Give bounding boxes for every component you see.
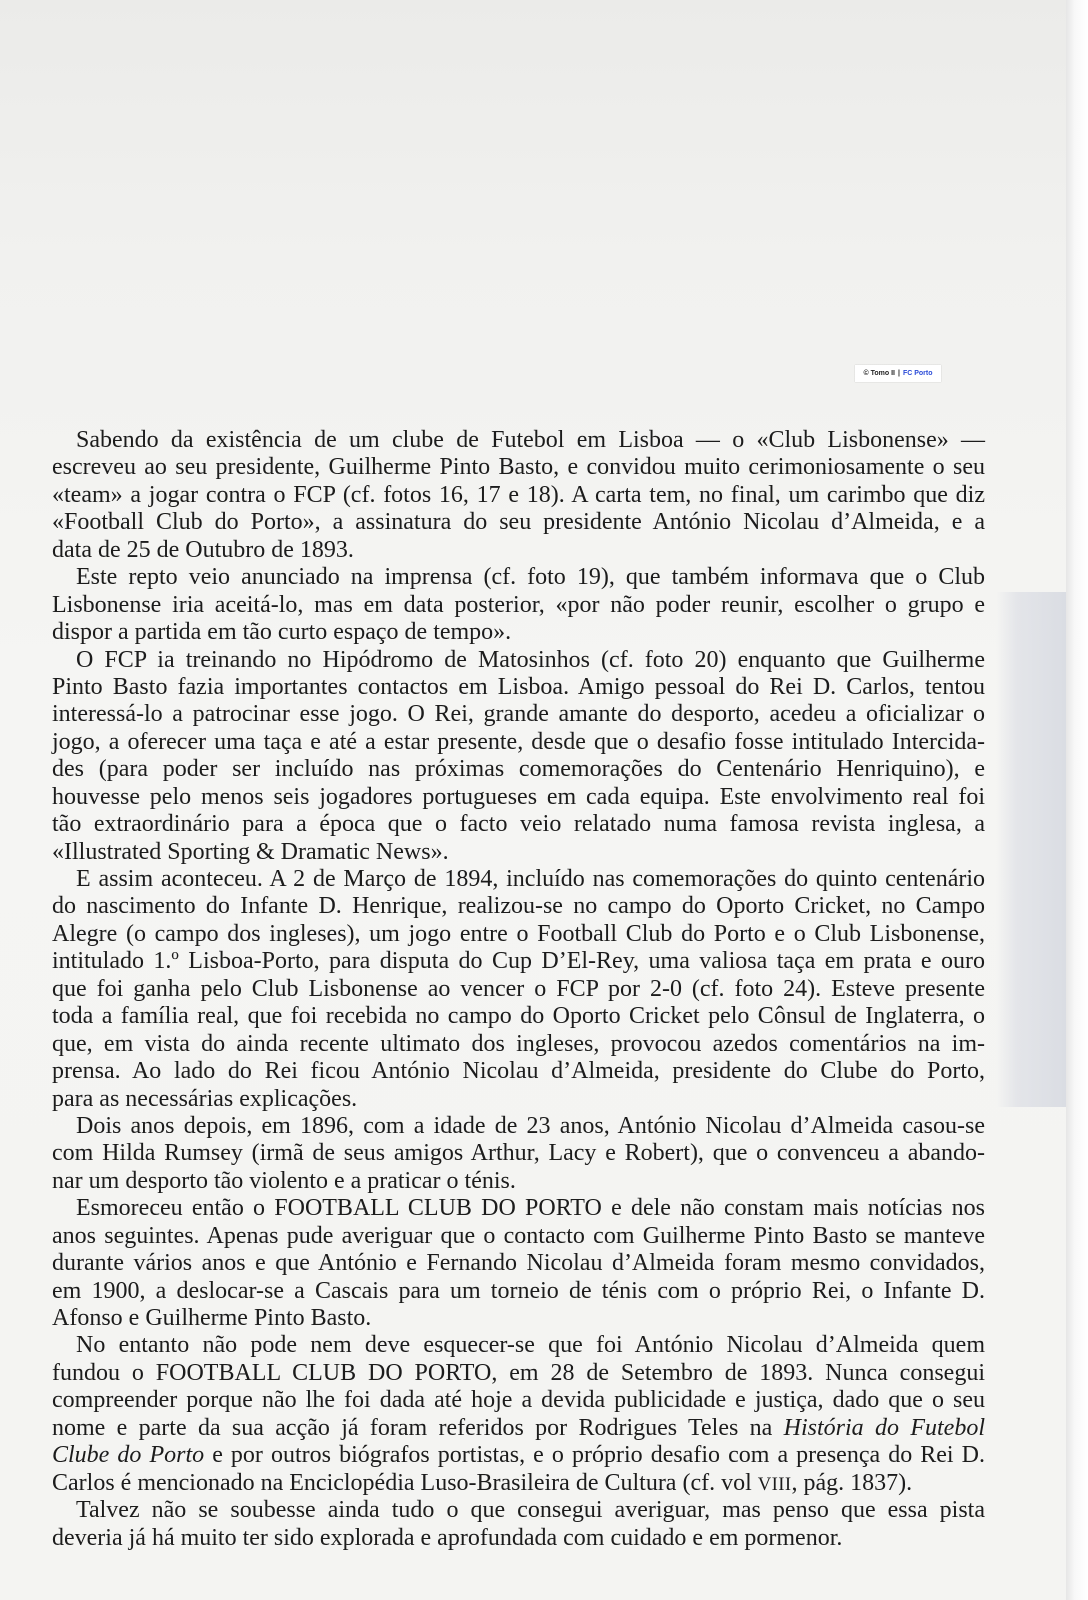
watermark-brand: FC Porto (902, 370, 933, 377)
paragraph (52, 564, 985, 646)
text-segment: nome e parte da sua acção já foram referidos por Rodrigues Teles na (52, 1414, 784, 1441)
text-segment: , pág. 1837). (791, 1469, 913, 1496)
text-line: em 1900, a deslocar-se a Cascais para um torneio de ténis com o próprio Rei, o Infante D. (52, 1277, 985, 1304)
text-line: para as necessárias explicações. (52, 1085, 358, 1112)
paragraph (52, 1332, 985, 1497)
text-line: «Illustrated Sporting & Dramatic News». (52, 838, 449, 865)
text-line: fundou o FOOTBALL CLUB DO PORTO, em 28 de Setembro de 1893. Nunca consegui (52, 1359, 985, 1386)
paragraph (52, 1195, 985, 1332)
text-line: escreveu ao seu presidente, Guilherme Pinto Basto, e convidou muito cerimoniosamente o seu (52, 454, 985, 481)
text-line: Esmoreceu então o FOOTBALL CLUB DO PORTO e dele não constam mais notícias nos (76, 1195, 985, 1222)
italic-title: História do Futebol (783, 1414, 985, 1441)
page-edge (1066, 0, 1088, 1600)
paragraph (52, 866, 985, 1113)
text-line (52, 1442, 985, 1469)
paragraph (52, 647, 985, 867)
text-line: Talvez não se soubesse ainda tudo o que consegui averiguar, mas penso que essa pista (76, 1497, 985, 1524)
text-line: No entanto não pode nem deve esquecer-se que foi António Nicolau d’Almeida quem (76, 1332, 985, 1359)
facing-page-shadow (996, 592, 1066, 1107)
text-line: toda a família real, que foi recebida no campo do Oporto Cricket pelo Cônsul de Inglaterra, o (52, 1003, 985, 1030)
text-line: Sabendo da existência de um clube de Futebol em Lisboa — o «Club Lisbonense» — (76, 427, 985, 453)
paragraph (52, 1113, 985, 1195)
watermark-separator: | (897, 370, 900, 377)
text-line: des (para poder ser incluído nas próximas comemorações do Centenário Henriquino), e (52, 756, 985, 783)
text-line: nar um desporto tão violento e a praticar o ténis. (52, 1167, 516, 1194)
paragraph (52, 427, 985, 564)
text-line: durante vários anos e que António e Fernando Nicolau d’Almeida foram mesmo convidados, (52, 1250, 985, 1277)
text-line: houvesse pelo menos seis jogadores portugueses em cada equipa. Este envolvimento real foi (52, 783, 985, 810)
text-line: intitulado 1.º Lisboa-Porto, para disputa do Cup D’El-Rey, uma valiosa taça em prata e ouro (52, 948, 985, 975)
text-line: interessá-lo a patrocinar esse jogo. O Rei, grande amante do desporto, acedeu a oficializar o (52, 701, 985, 728)
text-body (52, 427, 985, 1552)
text-line: Afonso e Guilherme Pinto Basto. (52, 1305, 372, 1331)
text-line: com Hilda Rumsey (irmã de seus amigos Arthur, Lacy e Robert), que o convenceu a abando- (52, 1140, 985, 1167)
text-line: anos seguintes. Apenas pude averiguar que o contacto com Guilherme Pinto Basto se manteve (52, 1222, 985, 1249)
text-line: jogo, a oferecer uma taça e até a estar presente, desde que o desafio fosse intitulado Intercida- (52, 728, 985, 755)
text-line: que, em vista do ainda recente ultimato dos ingleses, provocou azedos comentários na im- (52, 1030, 985, 1057)
watermark-copyright: © Tomo II (863, 370, 895, 377)
text-line: Este repto veio anunciado na imprensa (cf. foto 19), que também informava que o Club (76, 564, 985, 591)
text-line: do nascimento do Infante D. Henrique, realizou-se no campo do Oporto Cricket, no Campo (52, 893, 985, 920)
italic-title: Clube do Porto (52, 1442, 205, 1469)
text-line: data de 25 de Outubro de 1893. (52, 536, 354, 563)
text-line: dispor a partida em tão curto espaço de tempo». (52, 619, 512, 646)
text-line: Pinto Basto fazia importantes contactos em Lisboa. Amigo pessoal do Rei D. Carlos, tentou (52, 673, 985, 700)
text-line: Dois anos depois, em 1896, com a idade de 23 anos, António Nicolau d’Almeida casou-se (76, 1112, 985, 1139)
text-line: prensa. Ao lado do Rei ficou António Nicolau d’Almeida, presidente do Clube do Porto, (52, 1058, 985, 1085)
text-segment: Carlos é mencionado na Enciclopédia Luso-Brasileira de Cultura (cf. vol (52, 1469, 758, 1496)
text-line: O FCP ia treinando no Hipódromo de Matosinhos (cf. foto 20) enquanto que Guilherme (76, 646, 985, 673)
text-line (52, 1415, 985, 1442)
text-line: compreender porque não lhe foi dada até hoje a devida publicidade e justiça, dado que o seu (52, 1387, 985, 1414)
paragraph (52, 1497, 985, 1552)
text-line: tão extraordinário para a época que o facto veio relatado numa famosa revista inglesa, a (52, 811, 985, 838)
copyright-watermark (855, 365, 941, 382)
text-line: «team» a jogar contra o FCP (cf. fotos 16, 17 e 18). A carta tem, no final, um carimbo que diz (52, 481, 985, 508)
text-line: deveria já há muito ter sido explorada e aprofundada com cuidado e em pormenor. (52, 1524, 843, 1551)
text-line: Alegre (o campo dos ingleses), um jogo entre o Football Club do Porto e o Club Lisbonense, (52, 920, 985, 947)
text-line: E assim aconteceu. A 2 de Março de 1894, incluído nas comemorações do quinto centenário (76, 866, 985, 892)
text-line: «Football Club do Porto», a assinatura do seu presidente António Nicolau d’Almeida, e a (52, 509, 985, 536)
text-segment: e por outros biógrafos portistas, e o próprio desafio com a presença do Rei D. (204, 1442, 985, 1469)
text-line: Lisbonense iria aceitá-lo, mas em data posterior, «por não poder reunir, escolher o grupo e (52, 591, 985, 618)
small-caps-numeral: VIII (757, 1473, 792, 1495)
text-line: que foi ganha pelo Club Lisbonense ao vencer o FCP por 2-0 (cf. foto 24). Esteve presente (52, 975, 985, 1002)
text-line (52, 1470, 985, 1497)
